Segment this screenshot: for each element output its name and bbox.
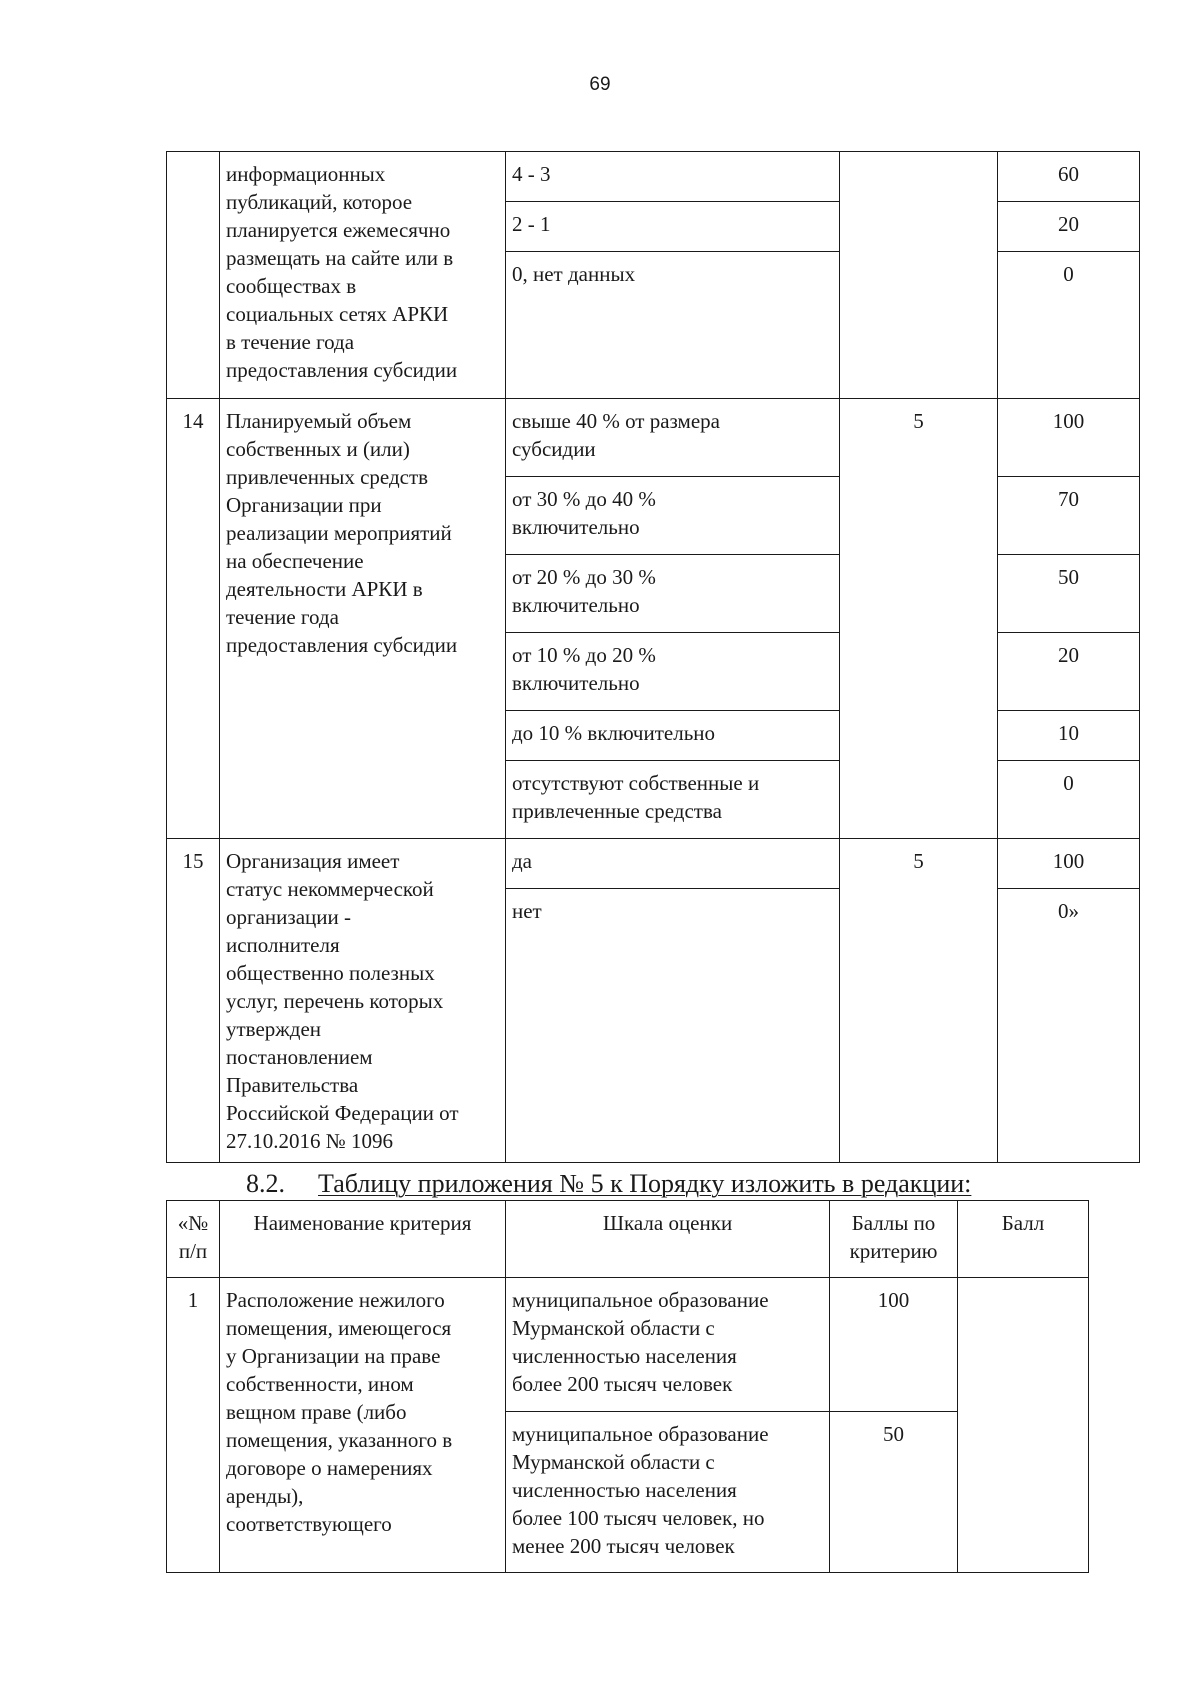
points-cell: 60 — [998, 152, 1140, 202]
weight-cell — [840, 152, 998, 399]
weight-cell: 5 — [840, 839, 998, 1163]
scale-cell: отсутствуют собственные и привлеченные средства — [506, 761, 840, 839]
table-row — [167, 1278, 1089, 1412]
points-cell: 100 — [830, 1278, 958, 1412]
header-points: Баллы по критерию — [830, 1201, 958, 1278]
scale-cell: да — [506, 839, 840, 889]
weight-cell: 5 — [840, 399, 998, 839]
criterion-text: Расположение нежилого помещения, имеющегося у Организации на праве собственности, ином вещном праве (либо помещения, указанного в договоре о намерениях аренды), соответствующего — [226, 1288, 453, 1536]
criterion-cell — [220, 399, 506, 839]
criterion-cell — [220, 839, 506, 1163]
instruction-number: 8.2. — [246, 1169, 285, 1198]
points-cell: 50 — [830, 1412, 958, 1573]
row-number-cell — [167, 152, 220, 399]
page-number: 69 — [589, 74, 611, 95]
criterion-text: Планируемый объем собственных и (или) привлеченных средств Организации при реализации мероприятий на обеспечение деятельности АРКИ в течение года предоставления субсидии — [226, 409, 458, 657]
scale-cell: от 20 % до 30 % включительно — [506, 555, 840, 633]
appendix-5-table — [166, 1200, 1089, 1573]
scale-cell: до 10 % включительно — [506, 711, 840, 761]
scale-cell: от 30 % до 40 % включительно — [506, 477, 840, 555]
header-criterion: Наименование критерия — [220, 1201, 506, 1278]
points-cell: 0 — [998, 252, 1140, 399]
criteria-table-continuation — [166, 151, 1140, 1163]
criterion-text: Организация имеет статус некоммерческой организации - исполнителя общественно полезных услуг, перечень которых утвержден постановлением Правительства Российской Федерации от 27.10.2016 № 1096 — [226, 849, 459, 1153]
points-cell: 20 — [998, 633, 1140, 711]
points-cell: 70 — [998, 477, 1140, 555]
score-cell — [958, 1278, 1089, 1573]
scale-cell: муниципальное образование Мурманской области с численностью населения более 200 тысяч человек — [506, 1278, 830, 1412]
points-cell: 0 — [998, 761, 1140, 839]
scale-cell: свыше 40 % от размера субсидии — [506, 399, 840, 477]
criterion-cell — [220, 152, 506, 399]
points-cell: 50 — [998, 555, 1140, 633]
header-scale: Шкала оценки — [506, 1201, 830, 1278]
row-number-cell: 15 — [167, 839, 220, 1163]
table-row — [167, 839, 1140, 889]
scale-cell: от 10 % до 20 % включительно — [506, 633, 840, 711]
points-cell: 10 — [998, 711, 1140, 761]
scale-cell: муниципальное образование Мурманской области с численностью населения более 100 тысяч человек, но менее 200 тысяч человек — [506, 1412, 830, 1573]
scale-cell: 4 - 3 — [506, 152, 840, 202]
scale-cell: нет — [506, 889, 840, 1163]
table-header-row — [167, 1201, 1089, 1278]
table-row — [167, 152, 1140, 202]
header-score: Балл — [958, 1201, 1089, 1278]
header-number: «№ п/п — [167, 1201, 220, 1278]
points-cell: 0» — [998, 889, 1140, 1163]
points-cell: 20 — [998, 202, 1140, 252]
points-cell: 100 — [998, 399, 1140, 477]
instruction-text: Таблицу приложения № 5 к Порядку изложить в редакции: — [318, 1169, 972, 1198]
scale-cell: 2 - 1 — [506, 202, 840, 252]
row-number-cell: 1 — [167, 1278, 220, 1573]
row-number-cell: 14 — [167, 399, 220, 839]
amendment-instruction — [246, 1168, 1146, 1200]
criterion-text: информационных публикаций, которое планируется ежемесячно размещать на сайте или в сообществах в социальных сетях АРКИ в течение года предоставления субсидии — [226, 162, 458, 382]
points-cell: 100 — [998, 839, 1140, 889]
table-row — [167, 399, 1140, 477]
criterion-cell — [220, 1278, 506, 1573]
scale-cell: 0, нет данных — [506, 252, 840, 399]
